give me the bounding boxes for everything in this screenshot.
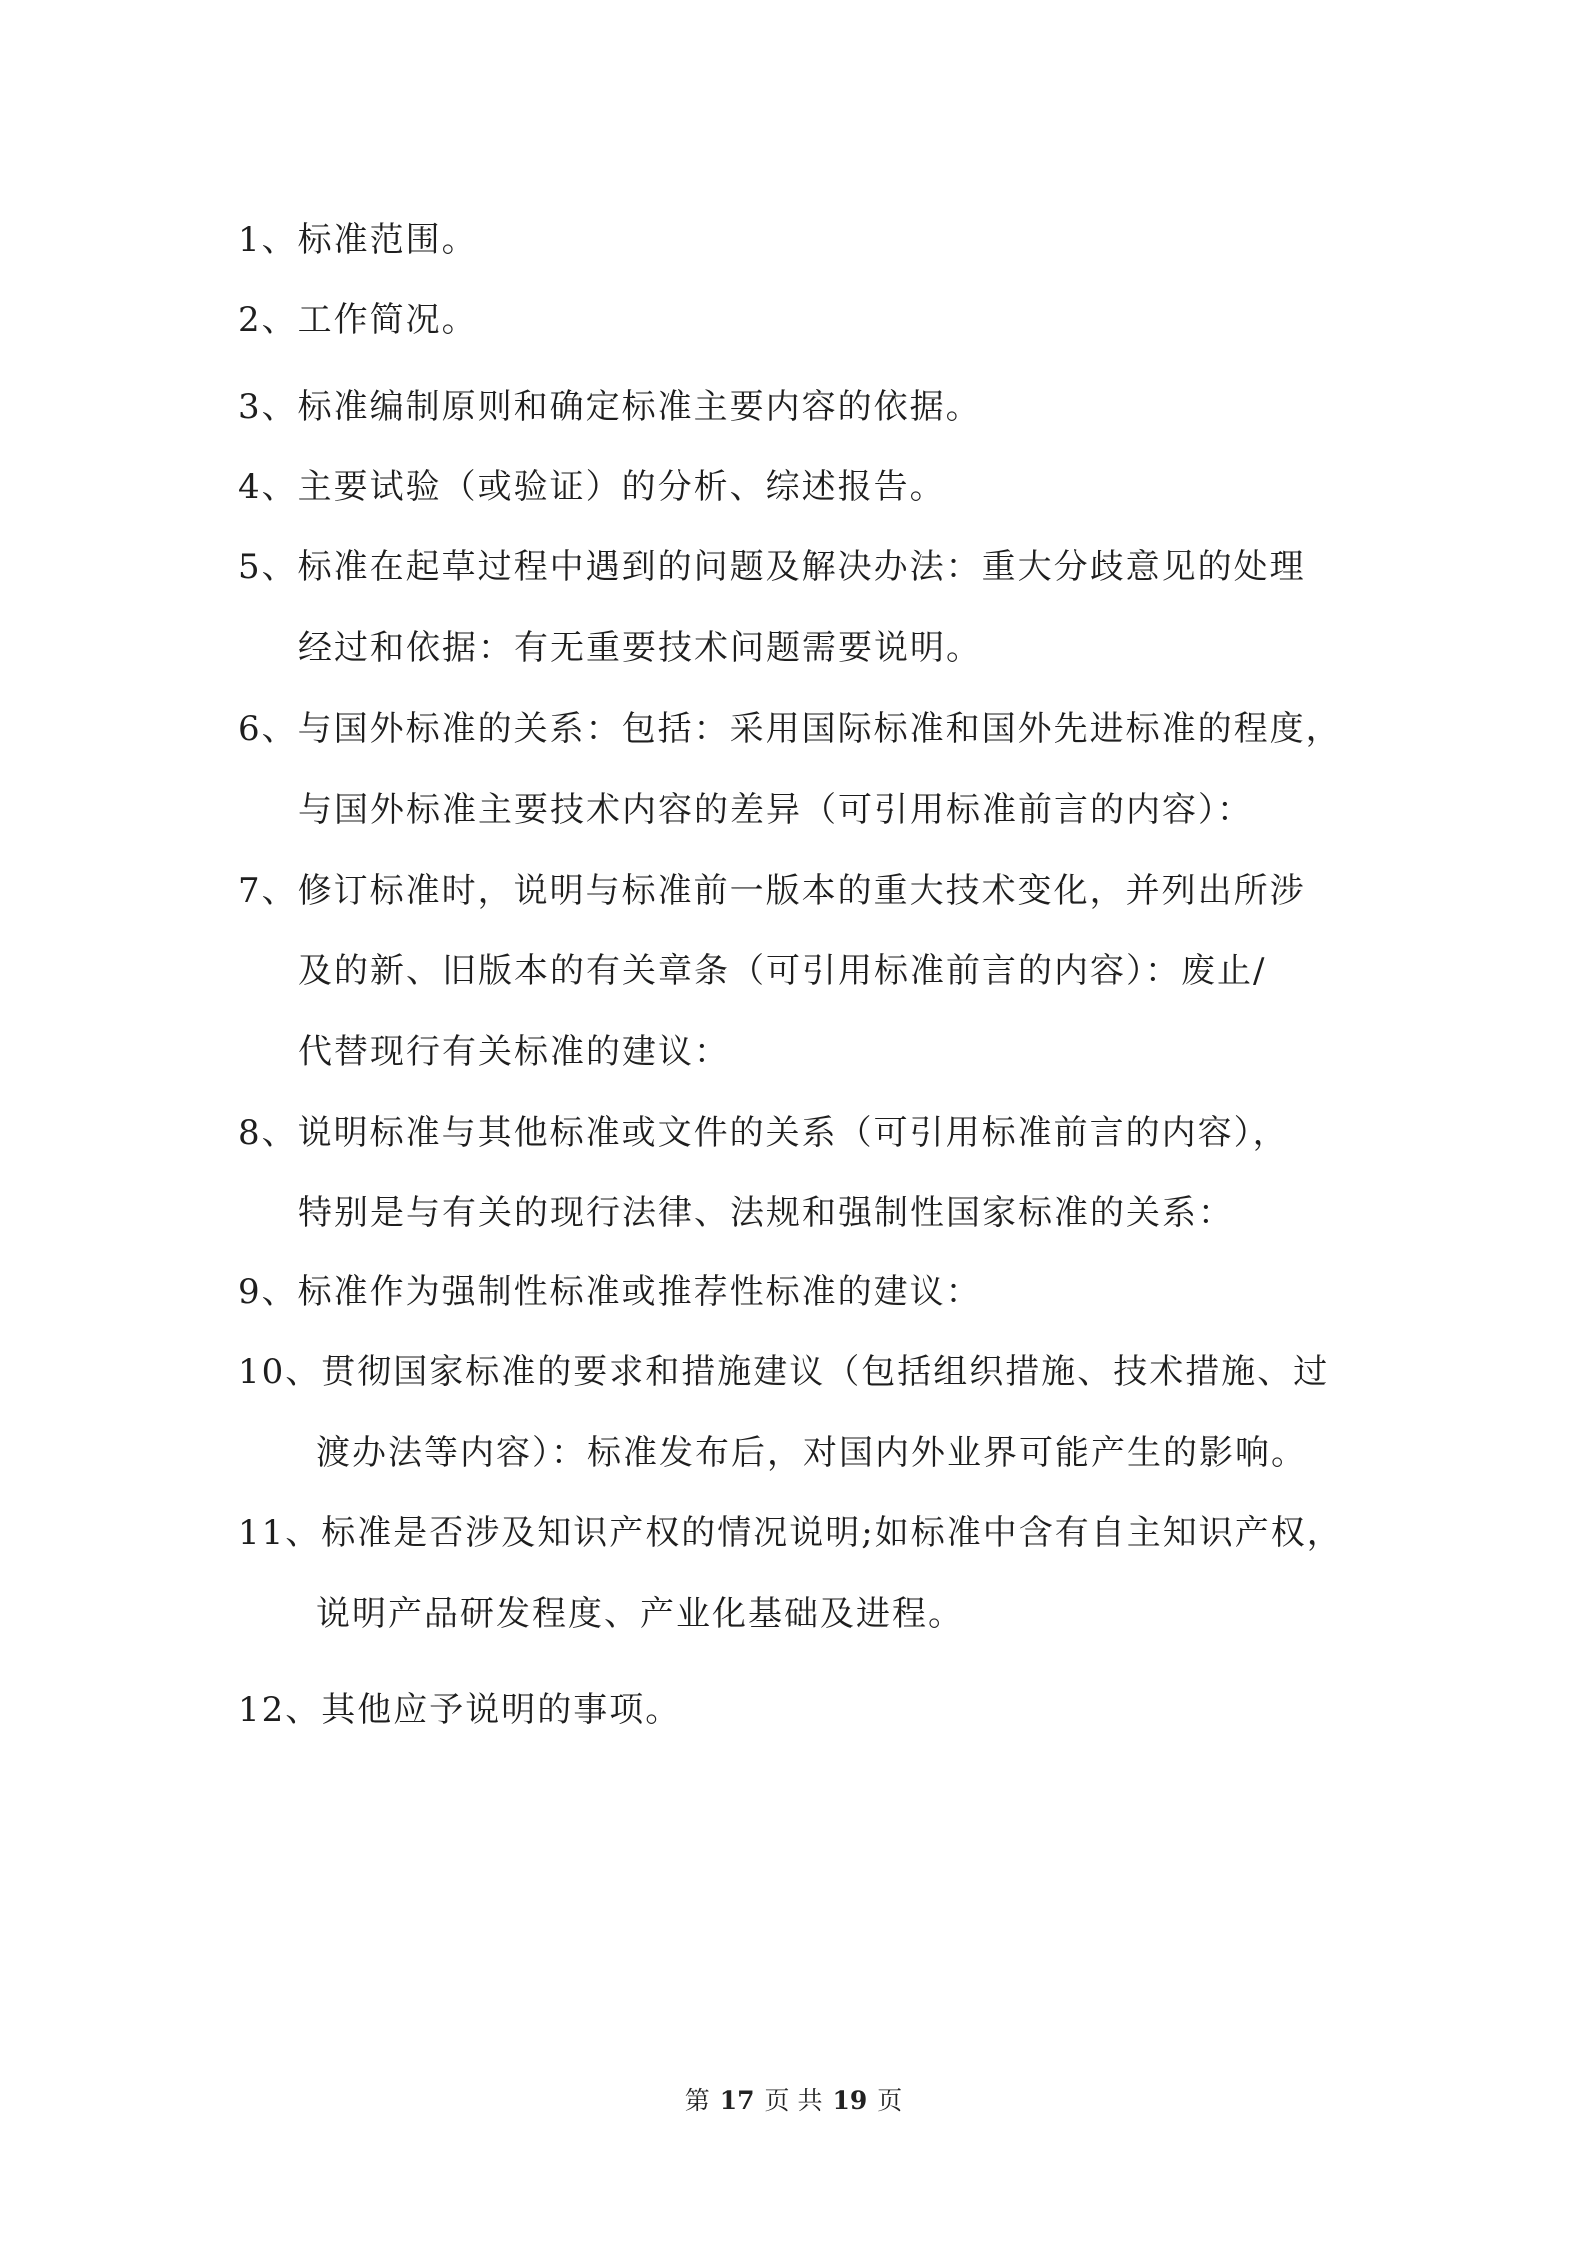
list-item-5: 5、标准在起草过程中遇到的问题及解决办法：重大分歧意见的处理 <box>238 547 1306 587</box>
list-item-11-continuation: 说明产品研发程度、产业化基础及进程。 <box>316 1594 964 1634</box>
total-page-number: 19 <box>832 2086 868 2115</box>
list-item-10: 10、贯彻国家标准的要求和措施建议（包括组织措施、技术措施、过 <box>238 1352 1330 1392</box>
footer-middle: 页 共 <box>764 2086 823 2115</box>
list-item-10-continuation: 渡办法等内容）：标准发布后，对国内外业界可能产生的影响。 <box>316 1433 1307 1473</box>
current-page-number: 17 <box>719 2086 755 2115</box>
list-item-12: 12、其他应予说明的事项。 <box>238 1690 682 1730</box>
list-item-6: 6、与国外标准的关系：包括：采用国际标准和国外先进标准的程度， <box>238 709 1342 749</box>
footer-prefix: 第 <box>684 2086 710 2115</box>
page-footer <box>0 2085 1587 2117</box>
list-item-11: 11、标准是否涉及知识产权的情况说明;如标准中含有自主知识产权， <box>238 1513 1343 1553</box>
list-item-2: 2、工作简况。 <box>238 300 478 340</box>
list-item-8: 8、说明标准与其他标准或文件的关系（可引用标准前言的内容）， <box>238 1113 1289 1153</box>
list-item-1: 1、标准范围。 <box>238 220 478 260</box>
list-item-5-continuation: 经过和依据：有无重要技术问题需要说明。 <box>298 628 982 668</box>
list-item-3: 3、标准编制原则和确定标准主要内容的依据。 <box>238 387 982 427</box>
list-item-7-continuation-1: 及的新、旧版本的有关章条（可引用标准前言的内容）：废止/ <box>298 951 1267 991</box>
list-item-9: 9、标准作为强制性标准或推荐性标准的建议： <box>238 1272 982 1312</box>
list-item-4: 4、主要试验（或验证）的分析、综述报告。 <box>238 467 946 507</box>
list-item-7: 7、修订标准时，说明与标准前一版本的重大技术变化，并列出所涉 <box>238 871 1306 911</box>
footer-suffix: 页 <box>877 2086 903 2115</box>
list-item-6-continuation: 与国外标准主要技术内容的差异（可引用标准前言的内容）： <box>298 790 1253 830</box>
list-item-8-continuation: 特别是与有关的现行法律、法规和强制性国家标准的关系： <box>298 1193 1234 1233</box>
list-item-7-continuation-2: 代替现行有关标准的建议： <box>298 1032 730 1072</box>
